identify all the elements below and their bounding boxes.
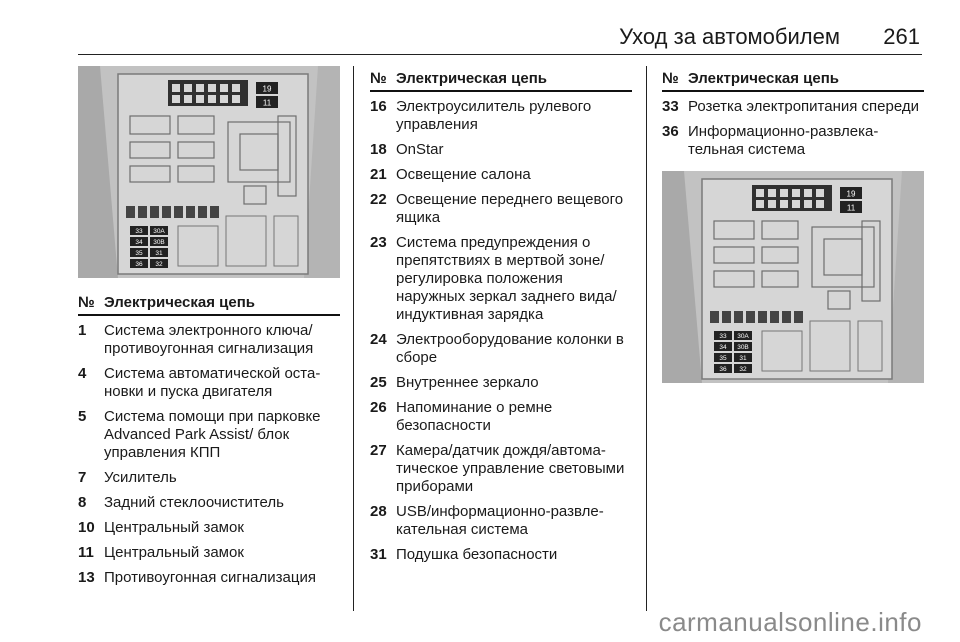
table-row: [370, 191, 632, 227]
row-number: 27: [370, 442, 387, 459]
figure-label: 33: [719, 333, 727, 340]
row-number: 28: [370, 503, 387, 520]
figure-label: 30A: [737, 333, 749, 340]
figure-label: 30A: [153, 228, 165, 235]
row-text: Центральный замок: [104, 519, 244, 536]
row-text: Система электронного ключа/ противоугонная сигнализация: [104, 322, 314, 357]
figure-label: 32: [155, 261, 163, 268]
row-number: 4: [78, 365, 87, 382]
figure-label: 31: [739, 355, 747, 362]
figure-label: 33: [135, 228, 143, 235]
table-row: [370, 141, 632, 159]
table-header-number: №: [370, 70, 387, 87]
row-text: Противоугонная сигнализация: [104, 569, 316, 586]
table-row: [78, 519, 340, 537]
figure-label: 34: [135, 239, 143, 246]
table-row: [370, 166, 632, 184]
row-text: Розетка электропитания спереди: [688, 98, 919, 115]
row-text: Задний стеклоочиститель: [104, 494, 284, 511]
column-3: [662, 66, 924, 383]
row-text: Освещение переднего вещевого ящика: [396, 191, 624, 226]
fuse-box-figure-1: [78, 66, 340, 278]
table-header: [78, 290, 340, 316]
row-number: 18: [370, 141, 387, 158]
row-number: 16: [370, 98, 387, 115]
table-row: [370, 98, 632, 134]
row-number: 5: [78, 408, 87, 425]
figure-label: 19: [846, 189, 856, 199]
table-row: [370, 399, 632, 435]
table-header-number: №: [78, 294, 95, 311]
column-2: [370, 66, 632, 571]
table-row: [78, 544, 340, 562]
figure-label: 35: [135, 250, 143, 257]
row-text: Освещение салона: [396, 166, 531, 183]
page-header: [0, 20, 960, 60]
row-text: Внутреннее зеркало: [396, 374, 539, 391]
row-text: Усилитель: [104, 469, 177, 486]
figure-label: 30B: [153, 239, 165, 246]
table-row: [78, 494, 340, 512]
row-number: 7: [78, 469, 87, 486]
row-number: 13: [78, 569, 95, 586]
row-number: 24: [370, 331, 387, 348]
fuse-box-diagram: [662, 171, 924, 383]
table-row: [370, 374, 632, 392]
fuse-box-figure-2: [662, 171, 924, 383]
column-divider: [646, 66, 647, 611]
table-row: [78, 322, 340, 358]
table-header: [662, 66, 924, 92]
table-header-number: №: [662, 70, 679, 87]
row-number: 25: [370, 374, 387, 391]
row-text: USB/информационно-развлекательная система: [396, 503, 604, 538]
figure-label: 11: [262, 98, 272, 108]
row-text: Напоминание о ремне безопасности: [396, 399, 553, 434]
row-text: Система предупреждения о препятствиях в мертвой зоне/ регулировка положения наружных зеркал заднего вида/индуктивная зарядка: [396, 234, 617, 323]
figure-label: 34: [719, 344, 727, 351]
row-text: Центральный замок: [104, 544, 244, 561]
row-number: 26: [370, 399, 387, 416]
row-number: 23: [370, 234, 387, 251]
table-row: [78, 365, 340, 401]
table-row: [78, 469, 340, 487]
row-number: 33: [662, 98, 679, 115]
figure-label: 31: [155, 250, 163, 257]
table-header-circuit: Электрическая цепь: [688, 70, 840, 87]
watermark: carmanualsonline.info: [658, 607, 922, 637]
row-number: 22: [370, 191, 387, 208]
table-row: [78, 408, 340, 462]
row-number: 8: [78, 494, 87, 511]
table-header: [370, 66, 632, 92]
table-row: [370, 234, 632, 324]
row-number: 11: [78, 544, 94, 561]
column-1: [78, 66, 340, 594]
figure-label: 36: [135, 261, 143, 268]
figure-label: 19: [262, 84, 272, 94]
table-row: [370, 503, 632, 539]
figure-label: 11: [846, 203, 856, 213]
table-header-circuit: Электрическая цепь: [396, 70, 548, 87]
row-text: Электрооборудование колонки в сборе: [396, 331, 624, 366]
table-row: [662, 123, 924, 159]
row-text: Подушка безопасности: [396, 546, 558, 563]
table-row: [370, 442, 632, 496]
row-text: OnStar: [396, 141, 444, 158]
row-text: Камера/датчик дождя/автоматическое управление световыми приборами: [396, 442, 625, 495]
figure-label: 36: [719, 366, 727, 373]
figure-label: 35: [719, 355, 727, 362]
table-row: [78, 569, 340, 587]
table-row: [662, 98, 924, 116]
row-text: Система помощи при парковке Advanced Park Assist/ блок управления КПП: [104, 408, 321, 461]
table-header-circuit: Электрическая цепь: [104, 294, 256, 311]
row-text: Система автоматической остановки и пуска двигателя: [104, 365, 321, 400]
row-number: 36: [662, 123, 679, 140]
fuse-box-diagram: [78, 66, 340, 278]
row-text: Информационно-развлекательная система: [688, 123, 879, 158]
table-row: [370, 331, 632, 367]
row-number: 31: [370, 546, 387, 563]
figure-label: 32: [739, 366, 747, 373]
header-rule: [78, 54, 922, 55]
row-number: 10: [78, 519, 95, 536]
row-number: 1: [78, 322, 87, 339]
figure-label: 30B: [737, 344, 749, 351]
page-title: Уход за автомобилем: [619, 24, 840, 49]
table-row: [370, 546, 632, 564]
page-number: 261: [883, 24, 920, 49]
row-number: 21: [370, 166, 387, 183]
row-text: Электроусилитель рулевого управления: [396, 98, 592, 133]
column-divider: [353, 66, 354, 611]
